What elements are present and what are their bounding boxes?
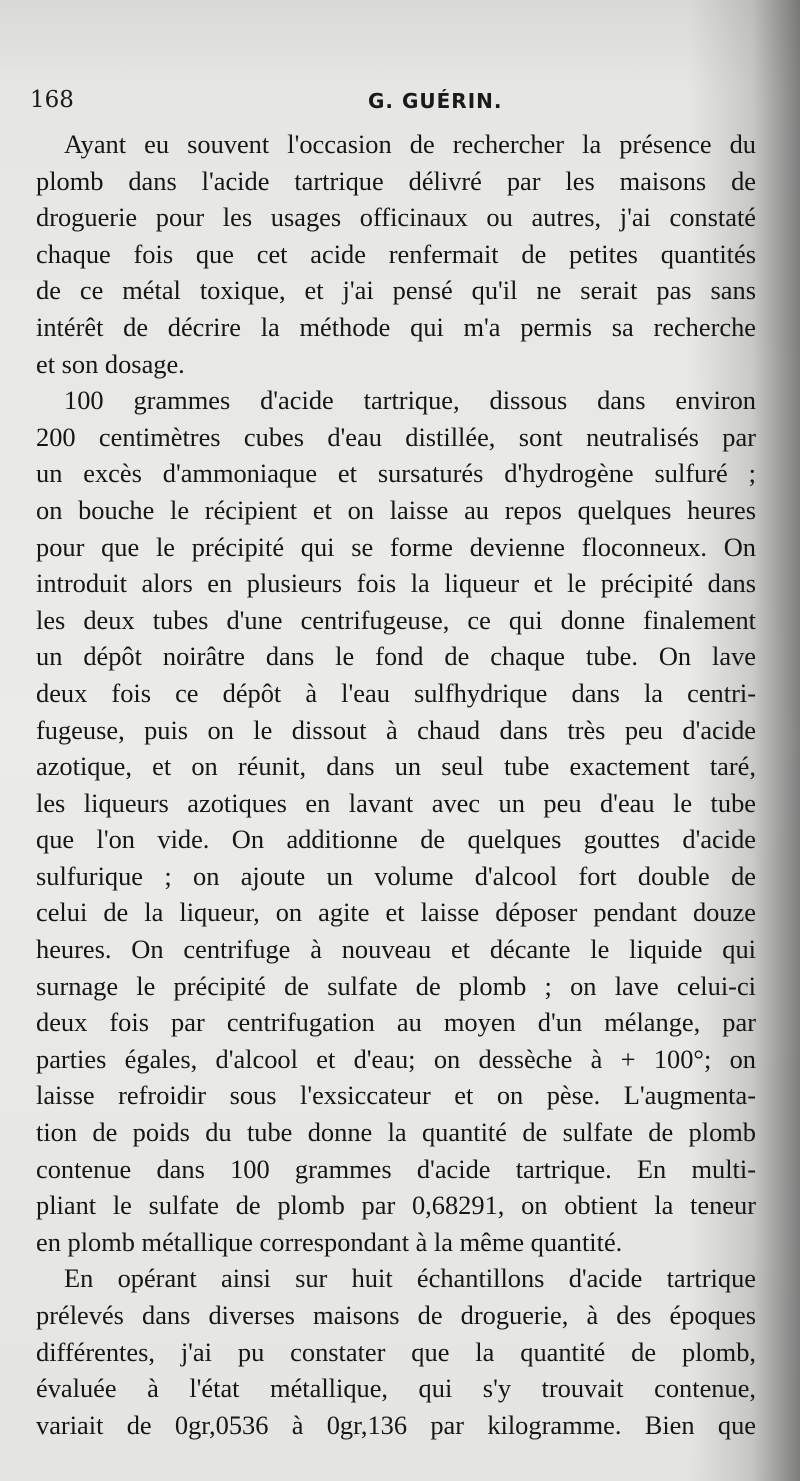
text-line: on bouche le récipient et on laisse au repos quelques heures: [36, 494, 756, 525]
text-line: sulfurique ; on ajoute un volume d'alcool fort double de: [36, 860, 756, 891]
text-line: différentes, j'ai pu constater que la quantité de plomb,: [36, 1336, 756, 1367]
text-line: que l'on vide. On additionne de quelques gouttes d'acide: [36, 824, 756, 855]
text-line: introduit alors en plusieurs fois la liqueur et le précipité dans: [36, 568, 756, 599]
text-line: azotique, et on réunit, dans un seul tube exactement taré,: [36, 751, 756, 782]
text-line: heures. On centrifuge à nouveau et décante le liquide qui: [36, 934, 756, 965]
text-line: chaque fois que cet acide renfermait de petites quantités: [36, 238, 756, 269]
text-line: les deux tubes d'une centrifugeuse, ce qui donne finalement: [36, 604, 756, 635]
text-line: celui de la liqueur, on agite et laisse déposer pendant douze: [36, 897, 756, 928]
text-line: un excès d'ammoniaque et sursaturés d'hydrogène sulfuré ;: [36, 458, 756, 489]
text-line: plomb dans l'acide tartrique délivré par les maisons de: [36, 165, 756, 196]
text-line: les liqueurs azotiques en lavant avec un peu d'eau le tube: [36, 787, 756, 818]
text-line: variait de 0gr,0536 à 0gr,136 par kilogramme. Bien que: [36, 1409, 756, 1440]
text-line: évaluée à l'état métallique, qui s'y trouvait contenue,: [36, 1373, 756, 1404]
text-line: droguerie pour les usages officinaux ou autres, j'ai constaté: [36, 202, 756, 233]
text-line: laisse refroidir sous l'exsiccateur et on pèse. L'augmenta-: [36, 1080, 756, 1111]
text-line: 100 grammes d'acide tartrique, dissous dans environ: [64, 385, 756, 416]
text-line: intérêt de décrire la méthode qui m'a permis sa recherche: [36, 311, 756, 342]
text-line: tion de poids du tube donne la quantité de sulfate de plomb: [36, 1117, 756, 1148]
text-line: surnage le précipité de sulfate de plomb ; on lave celui-ci: [36, 970, 756, 1001]
text-line: En opérant ainsi sur huit échantillons d'acide tartrique: [64, 1263, 756, 1294]
text-line: deux fois par centrifugation au moyen d'un mélange, par: [36, 1007, 756, 1038]
body-text: [36, 126, 756, 1443]
text-line: 200 centimètres cubes d'eau distillée, sont neutralisés par: [36, 421, 756, 452]
page-number: 168: [30, 87, 74, 113]
text-line: de ce métal toxique, et j'ai pensé qu'il ne serait pas sans: [36, 275, 756, 306]
text-line: pour que le précipité qui se forme devienne floconneux. On: [36, 531, 756, 562]
text-line: prélevés dans diverses maisons de droguerie, à des époques: [36, 1300, 756, 1330]
text-line: contenue dans 100 grammes d'acide tartrique. En multi-: [36, 1153, 756, 1184]
text-line: un dépôt noirâtre dans le fond de chaque tube. On lave: [36, 641, 756, 672]
text-line: fugeuse, puis on le dissout à chaud dans très peu d'acide: [36, 714, 756, 745]
text-line: deux fois ce dépôt à l'eau sulfhydrique dans la centri-: [36, 677, 756, 708]
text-line: pliant le sulfate de plomb par 0,68291, on obtient la teneur: [36, 1190, 756, 1221]
text-line: et son dosage.: [36, 348, 185, 379]
text-line: parties égales, d'alcool et d'eau; on dessèche à + 100°; on: [36, 1043, 756, 1074]
text-line: en plomb métallique correspondant à la même quantité.: [36, 1226, 623, 1257]
page-header: [30, 83, 760, 115]
text-line: Ayant eu souvent l'occasion de rechercher la présence du: [64, 129, 756, 159]
running-head: G. GUÉRIN.: [368, 89, 503, 113]
